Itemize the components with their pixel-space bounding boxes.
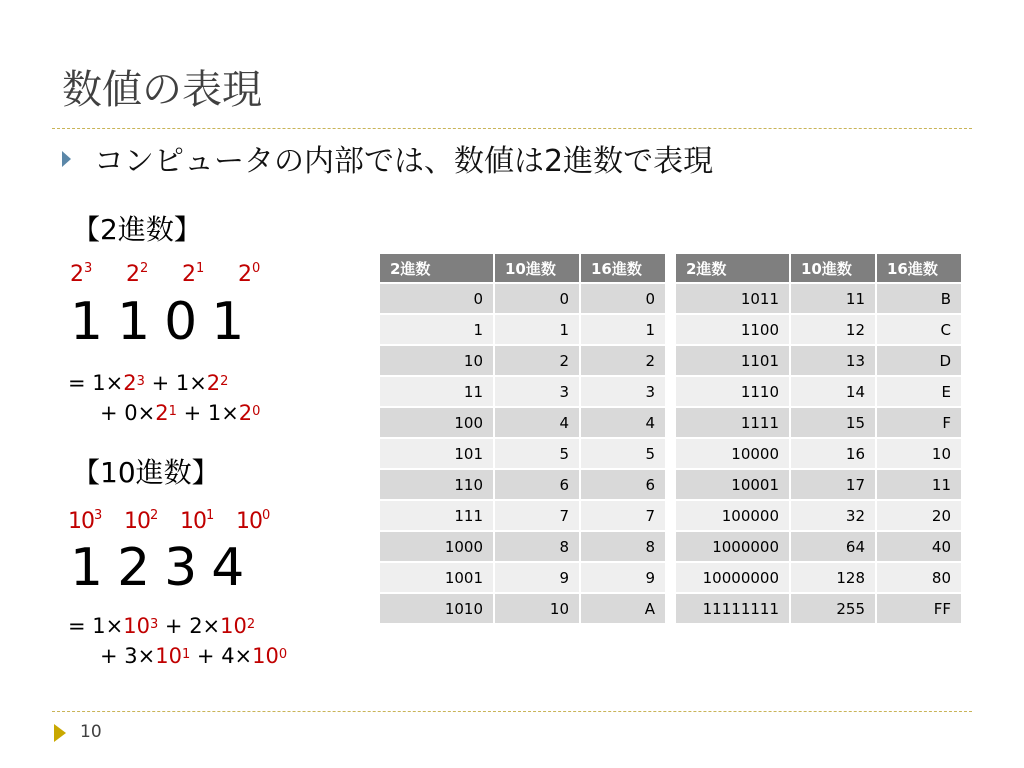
binary-expansion <box>68 368 260 428</box>
place-value-exponent: 2 <box>140 261 149 276</box>
bullet-text: コンピュータの内部では、数値は2進数で表現 <box>94 144 714 179</box>
table-cell: 10 <box>876 438 962 469</box>
table-cell: 1 <box>494 314 580 345</box>
table-row <box>380 407 666 438</box>
table-row <box>676 531 962 562</box>
table-row <box>676 283 962 314</box>
table-row <box>380 438 666 469</box>
table-cell: 11 <box>876 469 962 500</box>
expansion-text: + 1× <box>176 401 239 425</box>
bullet-arrow-icon <box>62 151 71 167</box>
table-cell: 1000 <box>380 531 494 562</box>
expansion-power: $2^0$ <box>238 401 261 425</box>
place-value-exponent: 3 <box>84 261 93 276</box>
table-cell: 4 <box>580 407 666 438</box>
table-row <box>676 438 962 469</box>
table-cell: 32 <box>790 500 876 531</box>
table-cell: 11 <box>790 283 876 314</box>
table-cell: C <box>876 314 962 345</box>
table-cell: FF <box>876 593 962 624</box>
place-value-exponent: 2 <box>150 508 158 523</box>
table-cell: 16 <box>790 438 876 469</box>
place-value-base: 10 <box>124 509 150 534</box>
table-cell: 110 <box>380 469 494 500</box>
column-header: 2進数 <box>676 254 790 283</box>
expansion-power: $10^3$ <box>123 614 159 638</box>
table-header-row <box>380 254 666 283</box>
table-cell: 40 <box>876 531 962 562</box>
place-value-exponent: 0 <box>262 508 270 523</box>
table-cell: F <box>876 407 962 438</box>
table-cell: 5 <box>580 438 666 469</box>
decimal-expansion <box>68 611 287 671</box>
table-cell: 100 <box>380 407 494 438</box>
table-cell: 10 <box>494 593 580 624</box>
table-cell: 9 <box>580 562 666 593</box>
table-cell: 1010 <box>380 593 494 624</box>
table-cell: E <box>876 376 962 407</box>
table-cell: 0 <box>380 283 494 314</box>
table-row <box>676 562 962 593</box>
table-row <box>676 407 962 438</box>
slide-title: 数値の表現 <box>62 67 262 113</box>
conversion-table-left <box>380 254 667 625</box>
place-value <box>236 508 270 534</box>
table-cell: 10000 <box>676 438 790 469</box>
place-value-base: 2 <box>182 262 196 287</box>
place-value <box>180 508 214 534</box>
table-row <box>380 469 666 500</box>
table-cell: 1001 <box>380 562 494 593</box>
expansion-text: = 1× <box>68 371 124 395</box>
table-row <box>676 500 962 531</box>
table-cell: 15 <box>790 407 876 438</box>
place-value <box>124 508 158 534</box>
expansion-power: $2^3$ <box>123 371 145 395</box>
expansion-power: $2^1$ <box>155 401 177 425</box>
expansion-text: + 0× <box>100 401 156 425</box>
place-value <box>238 261 261 287</box>
binary-heading: 【2進数】 <box>72 213 202 246</box>
table-cell: 1 <box>580 314 666 345</box>
conversion-table-right <box>676 254 963 625</box>
table-cell: 6 <box>580 469 666 500</box>
place-value <box>70 261 93 287</box>
decimal-expansion-line-1 <box>68 611 287 641</box>
table-cell: 0 <box>494 283 580 314</box>
table-cell: 1011 <box>676 283 790 314</box>
table-row <box>676 376 962 407</box>
table-cell: 100000 <box>676 500 790 531</box>
table-cell: 64 <box>790 531 876 562</box>
expansion-power: $10^1$ <box>155 644 191 668</box>
table-cell: 3 <box>580 376 666 407</box>
expansion-text: = 1× <box>68 614 124 638</box>
table-cell: 9 <box>494 562 580 593</box>
table-cell: 80 <box>876 562 962 593</box>
binary-expansion-line-1 <box>68 368 260 398</box>
table-row <box>676 469 962 500</box>
expansion-text: + 1× <box>144 371 207 395</box>
table-cell: 111 <box>380 500 494 531</box>
decimal-number: 1234 <box>70 538 259 598</box>
place-value-base: 10 <box>68 509 94 534</box>
table-cell: B <box>876 283 962 314</box>
table-row <box>380 345 666 376</box>
table-row <box>380 314 666 345</box>
place-value-exponent: 1 <box>206 508 214 523</box>
page-marker-icon <box>54 724 66 742</box>
table-cell: 10001 <box>676 469 790 500</box>
table-cell: 8 <box>580 531 666 562</box>
table-cell: 6 <box>494 469 580 500</box>
place-value <box>182 261 205 287</box>
column-header: 10進数 <box>790 254 876 283</box>
table-cell: 1101 <box>676 345 790 376</box>
table-cell: 11 <box>380 376 494 407</box>
table-row <box>676 345 962 376</box>
table-cell: 255 <box>790 593 876 624</box>
table-row <box>676 593 962 624</box>
decimal-heading: 【10進数】 <box>72 456 220 489</box>
place-value-exponent: 1 <box>196 261 205 276</box>
table-cell: 0 <box>580 283 666 314</box>
expansion-power: $10^0$ <box>252 644 288 668</box>
binary-expansion-line-2 <box>68 398 260 428</box>
column-header: 10進数 <box>494 254 580 283</box>
table-cell: 1000000 <box>676 531 790 562</box>
table-row <box>380 531 666 562</box>
table-cell: 3 <box>494 376 580 407</box>
expansion-text: + 4× <box>190 644 253 668</box>
decimal-expansion-line-2 <box>68 641 287 671</box>
table-row <box>380 593 666 624</box>
place-value-base: 10 <box>236 509 262 534</box>
place-value-base: 2 <box>238 262 252 287</box>
page-number: 10 <box>80 722 102 742</box>
table-cell: 1111 <box>676 407 790 438</box>
expansion-power: $2^2$ <box>206 371 229 395</box>
title-divider <box>52 128 972 129</box>
table-cell: 2 <box>580 345 666 376</box>
table-cell: A <box>580 593 666 624</box>
table-cell: 4 <box>494 407 580 438</box>
table-cell: 13 <box>790 345 876 376</box>
expansion-power: $10^2$ <box>220 614 256 638</box>
table-header-row <box>676 254 962 283</box>
table-cell: 101 <box>380 438 494 469</box>
table-row <box>380 562 666 593</box>
place-value-base: 2 <box>126 262 140 287</box>
place-value-base: 2 <box>70 262 84 287</box>
table-cell: 1100 <box>676 314 790 345</box>
table-cell: 14 <box>790 376 876 407</box>
column-header: 16進数 <box>876 254 962 283</box>
column-header: 2進数 <box>380 254 494 283</box>
place-value-base: 10 <box>180 509 206 534</box>
binary-number: 1101 <box>70 292 259 352</box>
place-value-exponent: 3 <box>94 508 102 523</box>
table-row <box>380 376 666 407</box>
table-row <box>380 283 666 314</box>
table-cell: 8 <box>494 531 580 562</box>
table-cell: 12 <box>790 314 876 345</box>
place-value <box>126 261 149 287</box>
table-cell: 20 <box>876 500 962 531</box>
place-value <box>68 508 102 534</box>
table-cell: 10 <box>380 345 494 376</box>
table-cell: 11111111 <box>676 593 790 624</box>
table-cell: 5 <box>494 438 580 469</box>
place-value-exponent: 0 <box>252 261 261 276</box>
table-cell: 1110 <box>676 376 790 407</box>
column-header: 16進数 <box>580 254 666 283</box>
footer-divider <box>52 711 972 712</box>
table-cell: 17 <box>790 469 876 500</box>
table-cell: 128 <box>790 562 876 593</box>
table-cell: 1 <box>380 314 494 345</box>
table-cell: 10000000 <box>676 562 790 593</box>
table-cell: D <box>876 345 962 376</box>
table-row <box>380 500 666 531</box>
table-cell: 7 <box>494 500 580 531</box>
table-cell: 7 <box>580 500 666 531</box>
expansion-text: + 3× <box>100 644 156 668</box>
table-cell: 2 <box>494 345 580 376</box>
table-row <box>676 314 962 345</box>
expansion-text: + 2× <box>158 614 221 638</box>
